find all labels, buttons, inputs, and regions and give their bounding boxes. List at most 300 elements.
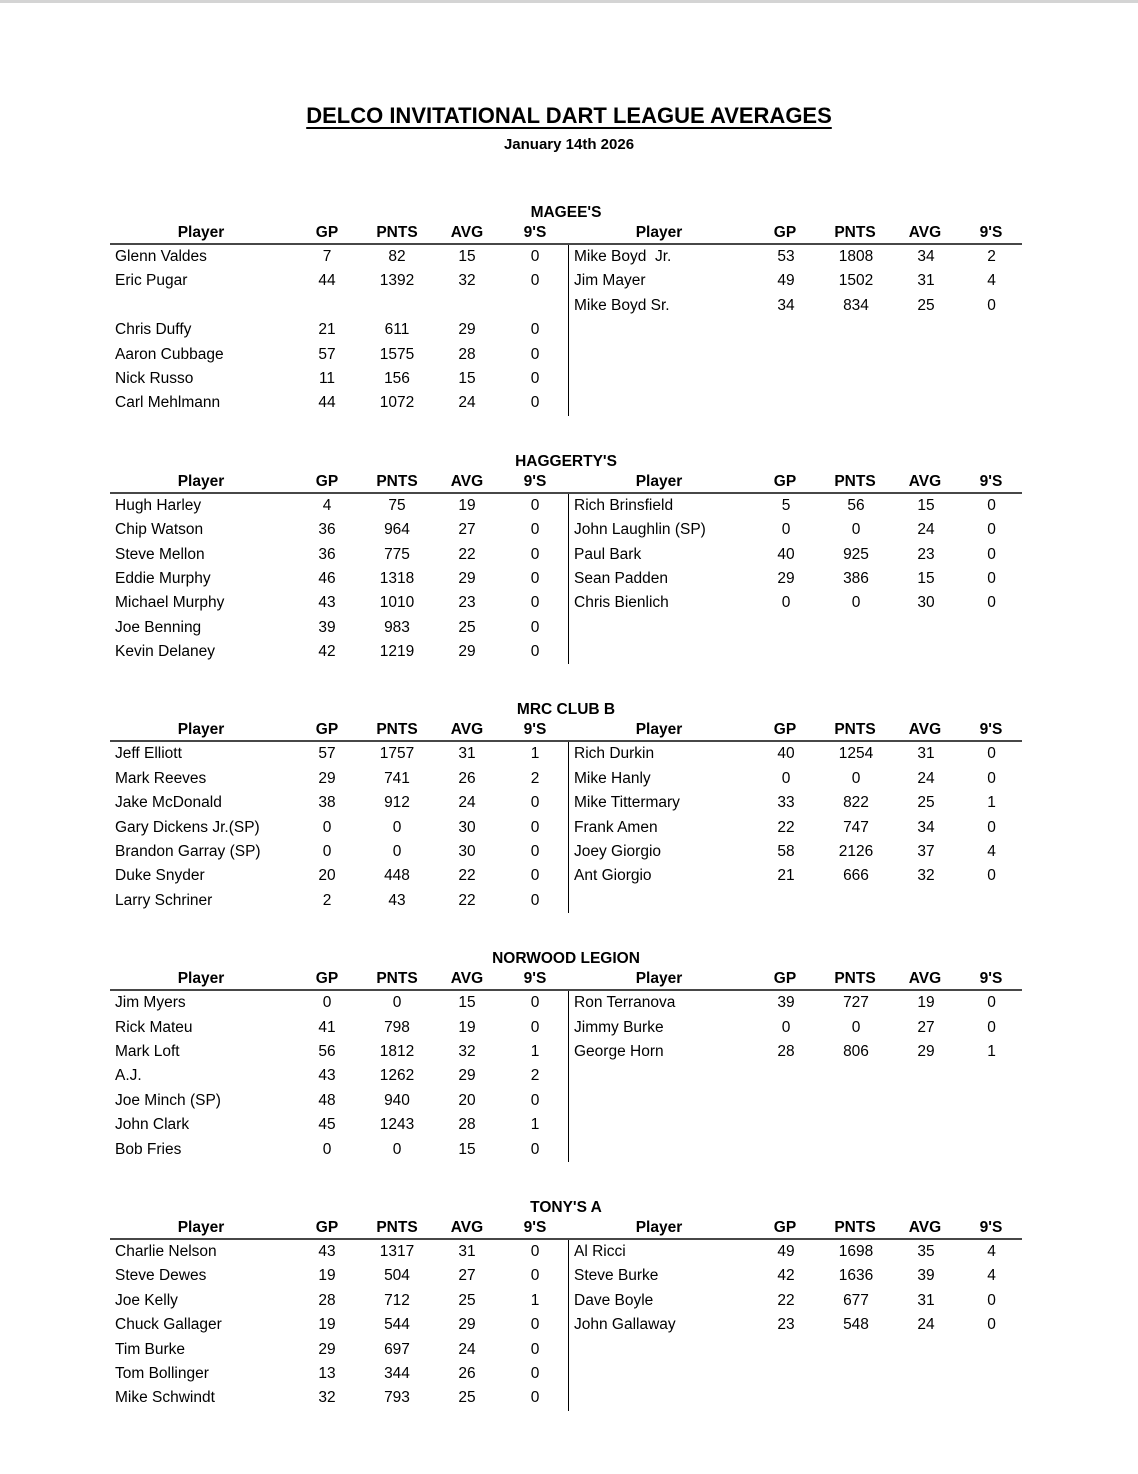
cell-gp bbox=[751, 1138, 821, 1162]
table-row bbox=[110, 1016, 568, 1040]
table-row bbox=[110, 1264, 568, 1288]
cell-avg: 26 bbox=[458, 769, 476, 787]
cell-avg: 22 bbox=[458, 867, 476, 885]
column-header-gp: GP bbox=[773, 721, 797, 739]
cell-pnts: 1254 bbox=[838, 745, 874, 763]
cell-pnts bbox=[821, 1362, 891, 1386]
cell-pnts bbox=[821, 889, 891, 913]
league-section bbox=[110, 1197, 1022, 1411]
cell-avg: 25 bbox=[458, 618, 476, 636]
column-header-pnts: PNTS bbox=[834, 224, 876, 241]
table-row bbox=[110, 245, 568, 269]
cell-pnts bbox=[821, 1089, 891, 1113]
right-table bbox=[568, 472, 1022, 665]
cell-avg: 32 bbox=[917, 867, 935, 885]
cell-player bbox=[569, 1113, 751, 1137]
page-date: January 14th 2026 bbox=[503, 136, 635, 153]
cell-avg: 19 bbox=[458, 1018, 476, 1036]
cell-pnts: 1010 bbox=[379, 594, 415, 612]
cell-9s: 0 bbox=[530, 891, 540, 909]
cell-player: Eric Pugar bbox=[115, 272, 188, 290]
cell-gp bbox=[751, 1386, 821, 1410]
cell-avg bbox=[891, 1089, 961, 1113]
league-section bbox=[110, 699, 1022, 913]
averages-table bbox=[110, 1218, 1022, 1411]
cell-9s: 0 bbox=[530, 794, 540, 812]
cell-9s: 0 bbox=[530, 994, 540, 1012]
cell-gp: 48 bbox=[318, 1091, 336, 1109]
cell-gp bbox=[751, 1089, 821, 1113]
cell-gp: 29 bbox=[318, 769, 336, 787]
cell-player: Michael Murphy bbox=[115, 594, 225, 612]
cell-9s: 2 bbox=[987, 248, 996, 265]
cell-avg bbox=[891, 367, 961, 391]
cell-avg: 24 bbox=[458, 794, 476, 812]
cell-pnts: 0 bbox=[392, 994, 402, 1012]
cell-pnts: 2126 bbox=[838, 843, 874, 861]
cell-player: Kevin Delaney bbox=[115, 643, 215, 661]
cell-9s bbox=[961, 391, 1022, 415]
cell-pnts: 1636 bbox=[838, 1267, 874, 1285]
cell-player bbox=[569, 889, 751, 913]
cell-player: Mark Reeves bbox=[115, 769, 207, 787]
cell-9s: 4 bbox=[987, 1242, 996, 1260]
cell-pnts: 1072 bbox=[379, 394, 415, 412]
cell-avg: 19 bbox=[917, 994, 935, 1012]
column-header-player: Player bbox=[635, 970, 683, 988]
cell-pnts: 912 bbox=[384, 794, 410, 812]
cell-gp bbox=[292, 294, 362, 318]
cell-pnts: 43 bbox=[388, 891, 406, 909]
cell-9s: 0 bbox=[987, 594, 996, 612]
cell-avg bbox=[891, 640, 961, 664]
page-title: DELCO INVITATIONAL DART LEAGUE AVERAGES bbox=[306, 103, 832, 128]
cell-9s: 2 bbox=[530, 1067, 540, 1085]
cell-gp: 7 bbox=[322, 248, 332, 265]
cell-gp: 23 bbox=[777, 1316, 795, 1334]
cell-player: Mike Schwindt bbox=[115, 1389, 215, 1407]
cell-9s: 0 bbox=[530, 369, 540, 387]
cell-player: Steve Burke bbox=[574, 1267, 659, 1285]
table-row bbox=[569, 816, 1022, 840]
column-header-9s: 9'S bbox=[523, 224, 547, 241]
table-row bbox=[569, 640, 1022, 664]
cell-player bbox=[569, 1362, 751, 1386]
window-top-edge bbox=[0, 0, 1138, 3]
table-row bbox=[569, 1138, 1022, 1162]
table-row bbox=[110, 391, 568, 415]
cell-avg: 15 bbox=[917, 569, 935, 587]
left-table bbox=[110, 720, 568, 913]
table-row bbox=[569, 1362, 1022, 1386]
table-row bbox=[569, 840, 1022, 864]
cell-9s bbox=[961, 1113, 1022, 1137]
cell-avg bbox=[891, 391, 961, 415]
cell-9s: 0 bbox=[530, 1316, 540, 1334]
cell-player: Jeff Elliott bbox=[115, 745, 182, 763]
cell-avg: 29 bbox=[458, 1067, 476, 1085]
column-header-9s: 9'S bbox=[523, 472, 547, 490]
cell-player: Jimmy Burke bbox=[574, 1018, 664, 1036]
cell-gp bbox=[751, 391, 821, 415]
cell-pnts bbox=[821, 1338, 891, 1362]
cell-player: Tim Burke bbox=[115, 1340, 186, 1358]
cell-gp: 34 bbox=[777, 296, 795, 314]
cell-gp: 43 bbox=[318, 594, 336, 612]
cell-avg: 27 bbox=[458, 521, 476, 539]
cell-gp bbox=[751, 1064, 821, 1088]
table-row bbox=[110, 543, 568, 567]
cell-gp bbox=[751, 1338, 821, 1362]
cell-player: Charlie Nelson bbox=[115, 1242, 217, 1260]
table-row bbox=[569, 767, 1022, 791]
left-rows bbox=[110, 742, 568, 913]
cell-9s: 0 bbox=[530, 1091, 540, 1109]
cell-player: Aaron Cubbage bbox=[115, 345, 224, 363]
cell-avg: 19 bbox=[458, 496, 476, 514]
table-row bbox=[110, 591, 568, 615]
column-header-9s: 9'S bbox=[979, 472, 1003, 490]
column-header-9s: 9'S bbox=[523, 970, 547, 988]
cell-9s: 4 bbox=[987, 1267, 996, 1285]
cell-player: Duke Snyder bbox=[115, 867, 205, 885]
cell-9s: 0 bbox=[530, 867, 540, 885]
table-row bbox=[110, 1064, 568, 1088]
cell-9s: 0 bbox=[530, 818, 540, 836]
cell-gp: 39 bbox=[777, 994, 795, 1012]
league-section bbox=[110, 202, 1022, 416]
cell-9s bbox=[502, 294, 568, 318]
right-table bbox=[568, 969, 1022, 1162]
cell-pnts: 0 bbox=[392, 1140, 402, 1158]
cell-gp: 36 bbox=[318, 521, 336, 539]
cell-avg: 28 bbox=[458, 345, 476, 363]
table-row bbox=[110, 1089, 568, 1113]
cell-pnts: 1808 bbox=[838, 248, 874, 265]
column-header-avg: AVG bbox=[450, 224, 484, 241]
table-row bbox=[110, 1386, 568, 1410]
cell-9s: 0 bbox=[987, 569, 996, 587]
cell-9s: 0 bbox=[530, 1267, 540, 1285]
cell-avg: 29 bbox=[458, 321, 476, 339]
cell-avg: 25 bbox=[458, 1291, 476, 1309]
cell-avg: 37 bbox=[917, 843, 935, 861]
cell-9s: 0 bbox=[530, 272, 540, 290]
column-header-pnts: PNTS bbox=[376, 224, 418, 241]
table-row bbox=[569, 1313, 1022, 1337]
cell-pnts: 1318 bbox=[379, 569, 415, 587]
cell-avg bbox=[891, 1386, 961, 1410]
cell-pnts: 1698 bbox=[838, 1242, 874, 1260]
section-title: MRC CLUB B bbox=[516, 701, 616, 719]
section-title: TONY'S A bbox=[530, 1198, 602, 1216]
cell-avg: 15 bbox=[458, 1140, 476, 1158]
cell-9s: 0 bbox=[530, 545, 540, 563]
cell-player: Eddie Murphy bbox=[115, 569, 211, 587]
cell-9s bbox=[961, 1386, 1022, 1410]
cell-gp: 28 bbox=[777, 1042, 795, 1060]
left-header-row bbox=[110, 223, 568, 245]
cell-9s: 0 bbox=[530, 1340, 540, 1358]
cell-player: Joe Kelly bbox=[115, 1291, 178, 1309]
cell-pnts: 822 bbox=[843, 794, 869, 812]
cell-avg: 39 bbox=[917, 1267, 935, 1285]
table-row bbox=[569, 591, 1022, 615]
cell-gp: 0 bbox=[781, 1018, 791, 1036]
column-header-player: Player bbox=[177, 224, 225, 241]
table-row bbox=[110, 518, 568, 542]
table-row bbox=[569, 245, 1022, 269]
cell-gp: 0 bbox=[322, 1140, 332, 1158]
cell-player: Rich Brinsfield bbox=[574, 496, 674, 514]
cell-gp: 21 bbox=[318, 321, 336, 339]
cell-9s: 0 bbox=[530, 496, 540, 514]
cell-9s bbox=[961, 889, 1022, 913]
cell-9s bbox=[961, 343, 1022, 367]
table-row bbox=[569, 343, 1022, 367]
cell-pnts: 82 bbox=[388, 248, 406, 265]
cell-9s: 4 bbox=[987, 843, 996, 861]
column-header-avg: AVG bbox=[450, 721, 484, 739]
cell-9s: 1 bbox=[530, 1291, 540, 1309]
cell-player: John Clark bbox=[115, 1116, 190, 1134]
cell-pnts: 806 bbox=[843, 1042, 869, 1060]
cell-gp: 41 bbox=[318, 1018, 336, 1036]
column-header-player: Player bbox=[635, 721, 683, 739]
cell-player: Mike Hanly bbox=[574, 769, 651, 787]
column-header-gp: GP bbox=[315, 224, 339, 241]
left-table bbox=[110, 1218, 568, 1411]
cell-pnts bbox=[821, 367, 891, 391]
cell-pnts: 793 bbox=[384, 1389, 410, 1407]
cell-avg: 29 bbox=[458, 569, 476, 587]
left-rows bbox=[110, 1240, 568, 1411]
cell-player: Jim Mayer bbox=[574, 272, 646, 290]
cell-avg: 15 bbox=[458, 248, 476, 265]
cell-gp bbox=[751, 343, 821, 367]
cell-9s bbox=[961, 1362, 1022, 1386]
cell-9s bbox=[961, 1064, 1022, 1088]
cell-avg: 28 bbox=[458, 1116, 476, 1134]
cell-gp: 19 bbox=[318, 1267, 336, 1285]
column-header-pnts: PNTS bbox=[834, 472, 876, 490]
table-row bbox=[569, 1113, 1022, 1137]
table-row bbox=[569, 269, 1022, 293]
table-row bbox=[569, 1338, 1022, 1362]
table-row bbox=[569, 567, 1022, 591]
table-row bbox=[569, 1264, 1022, 1288]
cell-pnts: 0 bbox=[851, 1018, 861, 1036]
cell-player: Jake McDonald bbox=[115, 794, 222, 812]
column-header-pnts: PNTS bbox=[376, 721, 418, 739]
cell-9s: 0 bbox=[987, 296, 996, 314]
cell-gp: 42 bbox=[318, 643, 336, 661]
cell-pnts: 677 bbox=[843, 1291, 869, 1309]
cell-pnts: 1502 bbox=[838, 272, 874, 290]
table-row bbox=[569, 543, 1022, 567]
column-header-9s: 9'S bbox=[979, 1218, 1003, 1236]
cell-avg: 29 bbox=[917, 1042, 935, 1060]
cell-pnts: 611 bbox=[384, 321, 410, 339]
cell-gp: 0 bbox=[781, 594, 791, 612]
table-row bbox=[110, 616, 568, 640]
cell-player bbox=[569, 1386, 751, 1410]
right-rows bbox=[568, 245, 1022, 416]
cell-gp: 4 bbox=[322, 496, 332, 514]
column-header-pnts: PNTS bbox=[376, 1218, 418, 1236]
cell-avg: 30 bbox=[458, 843, 476, 861]
table-row bbox=[569, 991, 1022, 1015]
column-header-pnts: PNTS bbox=[376, 970, 418, 988]
table-row bbox=[569, 616, 1022, 640]
cell-9s: 0 bbox=[530, 1389, 540, 1407]
cell-player: Joe Benning bbox=[115, 618, 202, 636]
cell-player: George Horn bbox=[574, 1042, 664, 1060]
cell-player: Jim Myers bbox=[115, 994, 186, 1012]
cell-9s: 0 bbox=[530, 1018, 540, 1036]
column-header-player: Player bbox=[635, 224, 683, 241]
cell-player: Rick Mateu bbox=[115, 1018, 193, 1036]
cell-gp: 36 bbox=[318, 545, 336, 563]
cell-player: Carl Mehlmann bbox=[115, 394, 221, 412]
cell-gp: 44 bbox=[318, 394, 336, 412]
cell-avg: 32 bbox=[458, 272, 476, 290]
cell-avg bbox=[891, 1362, 961, 1386]
column-header-player: Player bbox=[177, 1218, 225, 1236]
cell-player: Tom Bollinger bbox=[115, 1364, 209, 1382]
cell-player bbox=[569, 640, 751, 664]
right-header-row bbox=[568, 1218, 1022, 1240]
averages-table bbox=[110, 720, 1022, 913]
cell-gp: 2 bbox=[322, 891, 332, 909]
cell-player: Brandon Garray (SP) bbox=[115, 843, 261, 861]
cell-9s: 1 bbox=[987, 1042, 996, 1060]
column-header-player: Player bbox=[177, 472, 225, 490]
column-header-avg: AVG bbox=[908, 970, 942, 988]
cell-gp: 57 bbox=[318, 345, 336, 363]
table-row bbox=[110, 816, 568, 840]
cell-pnts: 741 bbox=[384, 769, 410, 787]
cell-player: Rich Durkin bbox=[574, 745, 655, 763]
cell-pnts: 544 bbox=[384, 1316, 410, 1334]
cell-player: Nick Russo bbox=[115, 369, 194, 387]
cell-avg bbox=[891, 318, 961, 342]
cell-player: John Gallaway bbox=[574, 1316, 676, 1334]
cell-gp: 29 bbox=[318, 1340, 336, 1358]
column-header-avg: AVG bbox=[450, 472, 484, 490]
left-rows bbox=[110, 245, 568, 416]
cell-gp: 29 bbox=[777, 569, 795, 587]
cell-9s: 0 bbox=[530, 569, 540, 587]
table-row bbox=[569, 494, 1022, 518]
cell-pnts: 697 bbox=[384, 1340, 410, 1358]
column-header-gp: GP bbox=[315, 1218, 339, 1236]
cell-player: Larry Schriner bbox=[115, 891, 213, 909]
cell-pnts: 1392 bbox=[379, 272, 415, 290]
column-header-avg: AVG bbox=[450, 970, 484, 988]
cell-gp: 13 bbox=[318, 1364, 336, 1382]
cell-pnts: 712 bbox=[384, 1291, 410, 1309]
cell-pnts: 1243 bbox=[379, 1116, 415, 1134]
table-row bbox=[110, 494, 568, 518]
cell-avg: 24 bbox=[917, 1316, 935, 1334]
column-header-9s: 9'S bbox=[979, 970, 1003, 988]
cell-avg: 24 bbox=[917, 769, 935, 787]
table-row bbox=[110, 343, 568, 367]
cell-avg: 34 bbox=[917, 818, 935, 836]
cell-pnts: 925 bbox=[843, 545, 869, 563]
cell-gp bbox=[751, 889, 821, 913]
table-row bbox=[110, 640, 568, 664]
cell-avg bbox=[891, 1064, 961, 1088]
right-table bbox=[568, 720, 1022, 913]
cell-9s: 0 bbox=[530, 345, 540, 363]
cell-gp: 43 bbox=[318, 1067, 336, 1085]
cell-avg: 20 bbox=[458, 1091, 476, 1109]
cell-pnts: 0 bbox=[392, 818, 402, 836]
cell-9s bbox=[961, 1138, 1022, 1162]
cell-pnts bbox=[821, 1113, 891, 1137]
cell-player: Mike Boyd Jr. bbox=[574, 248, 672, 265]
cell-gp: 0 bbox=[781, 521, 791, 539]
cell-9s bbox=[961, 367, 1022, 391]
cell-pnts: 386 bbox=[843, 569, 869, 587]
cell-player: Joey Giorgio bbox=[574, 843, 662, 861]
cell-avg: 35 bbox=[917, 1242, 935, 1260]
cell-player bbox=[569, 343, 751, 367]
cell-player: Gary Dickens Jr.(SP) bbox=[115, 818, 260, 836]
cell-pnts: 747 bbox=[843, 818, 869, 836]
cell-avg: 31 bbox=[458, 1242, 476, 1260]
cell-avg: 31 bbox=[458, 745, 476, 763]
cell-9s: 0 bbox=[530, 843, 540, 861]
cell-player: Ron Terranova bbox=[574, 994, 676, 1012]
table-row bbox=[110, 367, 568, 391]
cell-gp bbox=[751, 1362, 821, 1386]
cell-pnts bbox=[821, 391, 891, 415]
cell-gp: 21 bbox=[777, 867, 795, 885]
table-row bbox=[569, 1016, 1022, 1040]
table-row bbox=[569, 889, 1022, 913]
cell-pnts: 666 bbox=[843, 867, 869, 885]
cell-avg: 15 bbox=[917, 496, 935, 514]
cell-pnts bbox=[821, 1386, 891, 1410]
column-header-gp: GP bbox=[773, 970, 797, 988]
cell-avg: 22 bbox=[458, 891, 476, 909]
cell-avg: 25 bbox=[917, 794, 935, 812]
column-header-pnts: PNTS bbox=[834, 1218, 876, 1236]
cell-avg bbox=[891, 889, 961, 913]
cell-gp: 28 bbox=[318, 1291, 336, 1309]
cell-pnts: 504 bbox=[384, 1267, 410, 1285]
cell-avg: 15 bbox=[458, 369, 476, 387]
cell-avg: 15 bbox=[458, 994, 476, 1012]
cell-9s: 2 bbox=[530, 769, 540, 787]
cell-player: John Laughlin (SP) bbox=[574, 521, 706, 539]
cell-player bbox=[569, 391, 751, 415]
cell-9s: 0 bbox=[530, 594, 540, 612]
cell-player: Mark Loft bbox=[115, 1042, 180, 1060]
column-header-player: Player bbox=[177, 721, 225, 739]
cell-9s: 0 bbox=[530, 521, 540, 539]
cell-gp: 5 bbox=[781, 496, 791, 514]
column-header-player: Player bbox=[177, 970, 225, 988]
cell-player: Mike Boyd Sr. bbox=[574, 296, 670, 314]
table-row bbox=[110, 1362, 568, 1386]
cell-avg: 32 bbox=[458, 1042, 476, 1060]
right-rows bbox=[568, 494, 1022, 665]
cell-pnts: 448 bbox=[384, 867, 410, 885]
